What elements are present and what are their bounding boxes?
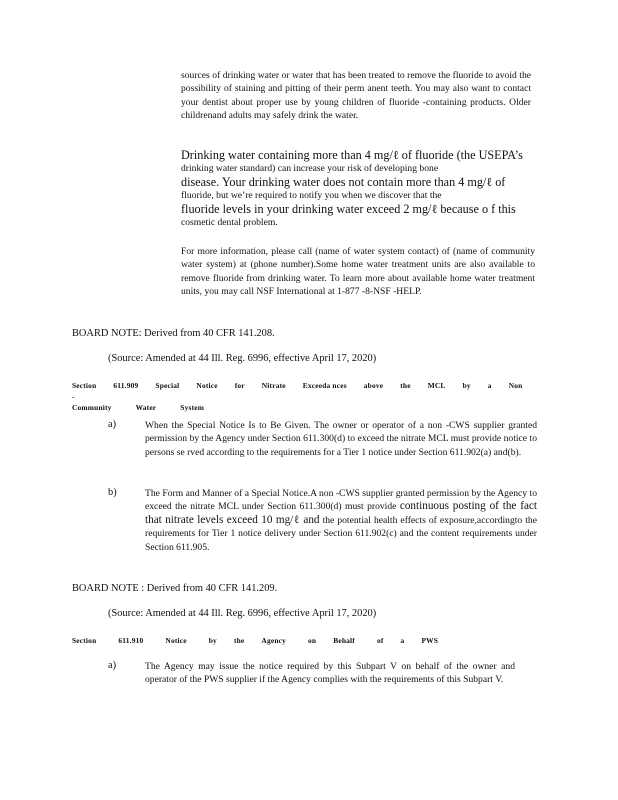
heading-word: System	[180, 403, 205, 412]
heading-word: PWS	[421, 636, 439, 645]
board-note-2: BOARD NOTE : Derived from 40 CFR 141.209.	[72, 583, 278, 594]
heading-word: Notice	[165, 636, 187, 645]
item-b-part-3: the potential health effects of exposure,accordingto the requirements for Tier 1 notice delivery under Section 611.902(c) and the content requirements under Section 611.905.	[145, 514, 537, 553]
item-b-label: b)	[108, 487, 117, 498]
heading-word: the	[233, 636, 245, 645]
heading-word: of	[376, 636, 384, 645]
section-909-item-a-text: When the Special Notice Is to Be Given. The owner or operator of a non -CWS supplier granted permission by the Agency under Section 611.300(d) to exceed the nitrate MCL must provide notice to persons se rved according to the requirements for a Tier 1 notice under Section 611.902(a) and(b).	[145, 420, 537, 458]
heading-word: 611.909	[113, 381, 139, 390]
section-909-heading-line-1	[72, 380, 552, 402]
heading-word: the	[400, 381, 411, 390]
fluoride-para-2-line-1: Drinking water containing more than 4 mg/ℓ of fluoride (the USEPA’s	[181, 148, 523, 162]
heading-word: Nitrate	[261, 381, 286, 390]
heading-word: above	[363, 381, 384, 390]
section-909-heading-line-2	[72, 402, 552, 413]
heading-word: Non	[508, 381, 523, 390]
item-b-part-2: continuous posting of the fact that nitrate levels exceed 10 mg/ℓ and	[145, 500, 538, 526]
heading-word: Notice	[196, 381, 218, 390]
fluoride-para-2-line-5: fluoride levels in your drinking water exceed 2 mg/ℓ because o f this	[181, 201, 516, 216]
heading-word: Agency	[261, 636, 287, 645]
fluoride-para-2	[181, 149, 531, 229]
fluoride-para-2-line-2: drinking water standard) can increase your risk of developing bone	[181, 163, 439, 175]
fluoride-para-3: For more information, please call (name of water system contact) of (name of community water system) at (phone number).Some home water treatment units are also available to remove fluoride from drinking water. To learn more about available home water treatment units, you may call NSF International at 1-877 -8-NSF -HELP.	[181, 246, 535, 298]
heading-word: by	[208, 636, 217, 645]
heading-word: on	[308, 636, 317, 645]
heading-word: Water	[135, 403, 157, 412]
section-909-item-b-text	[145, 487, 537, 554]
heading-word: for	[234, 381, 245, 390]
heading-word: -	[72, 392, 75, 401]
heading-word: a	[487, 381, 492, 390]
heading-word: Special	[155, 381, 180, 390]
heading-word: Section	[72, 636, 97, 645]
fluoride-para-2-line-4: fluoride, but we’re required to notify you when we discover that the	[181, 190, 442, 202]
heading-word: Behalf	[333, 636, 355, 645]
heading-word: 611.910	[118, 636, 144, 645]
source-note-2: (Source: Amended at 44 Ill. Reg. 6996, effective April 17, 2020)	[108, 608, 377, 619]
item-b-part-1: The Form and Manner of a Special Notice.A non -CWS supplier granted permission by the Agency to exceed the nitrate MCL under Section 611.300(d) must provide	[145, 488, 537, 513]
section-910-item-a-text: The Agency may issue the notice required by this Subpart V on behalf of the owner and operator of the PWS supplier if the Agency complies with the requirements of this Subpart V.	[145, 661, 515, 686]
board-note-1: BOARD NOTE: Derived from 40 CFR 141.208.	[72, 328, 275, 339]
heading-word: Section	[72, 381, 97, 390]
item-a-label: a)	[108, 660, 117, 671]
fluoride-para-1: sources of drinking water or water that has been treated to remove the fluoride to avoid the possibility of staining and pitting of their perm anent teeth. You may also want to contact your dentist about proper use by young children of fluoride -containing products. Older childrenand adults may safely drink the water.	[181, 70, 531, 122]
heading-word: Exceeda	[302, 381, 331, 390]
heading-word: a	[400, 636, 405, 645]
heading-word: by	[462, 381, 471, 390]
fluoride-para-2-line-6: cosmetic dental problem.	[181, 217, 278, 229]
item-a-label: a)	[108, 419, 117, 430]
heading-word: nces	[332, 381, 347, 390]
heading-word: MCL	[427, 381, 446, 390]
section-910-heading	[72, 635, 552, 646]
fluoride-para-2-line-3: disease. Your drinking water does not contain more than 4 mg/ℓ of	[181, 174, 506, 189]
heading-word: Community	[72, 403, 112, 412]
source-note-1: (Source: Amended at 44 Ill. Reg. 6996, effective April 17, 2020)	[108, 353, 377, 364]
section-909-heading	[72, 380, 552, 413]
